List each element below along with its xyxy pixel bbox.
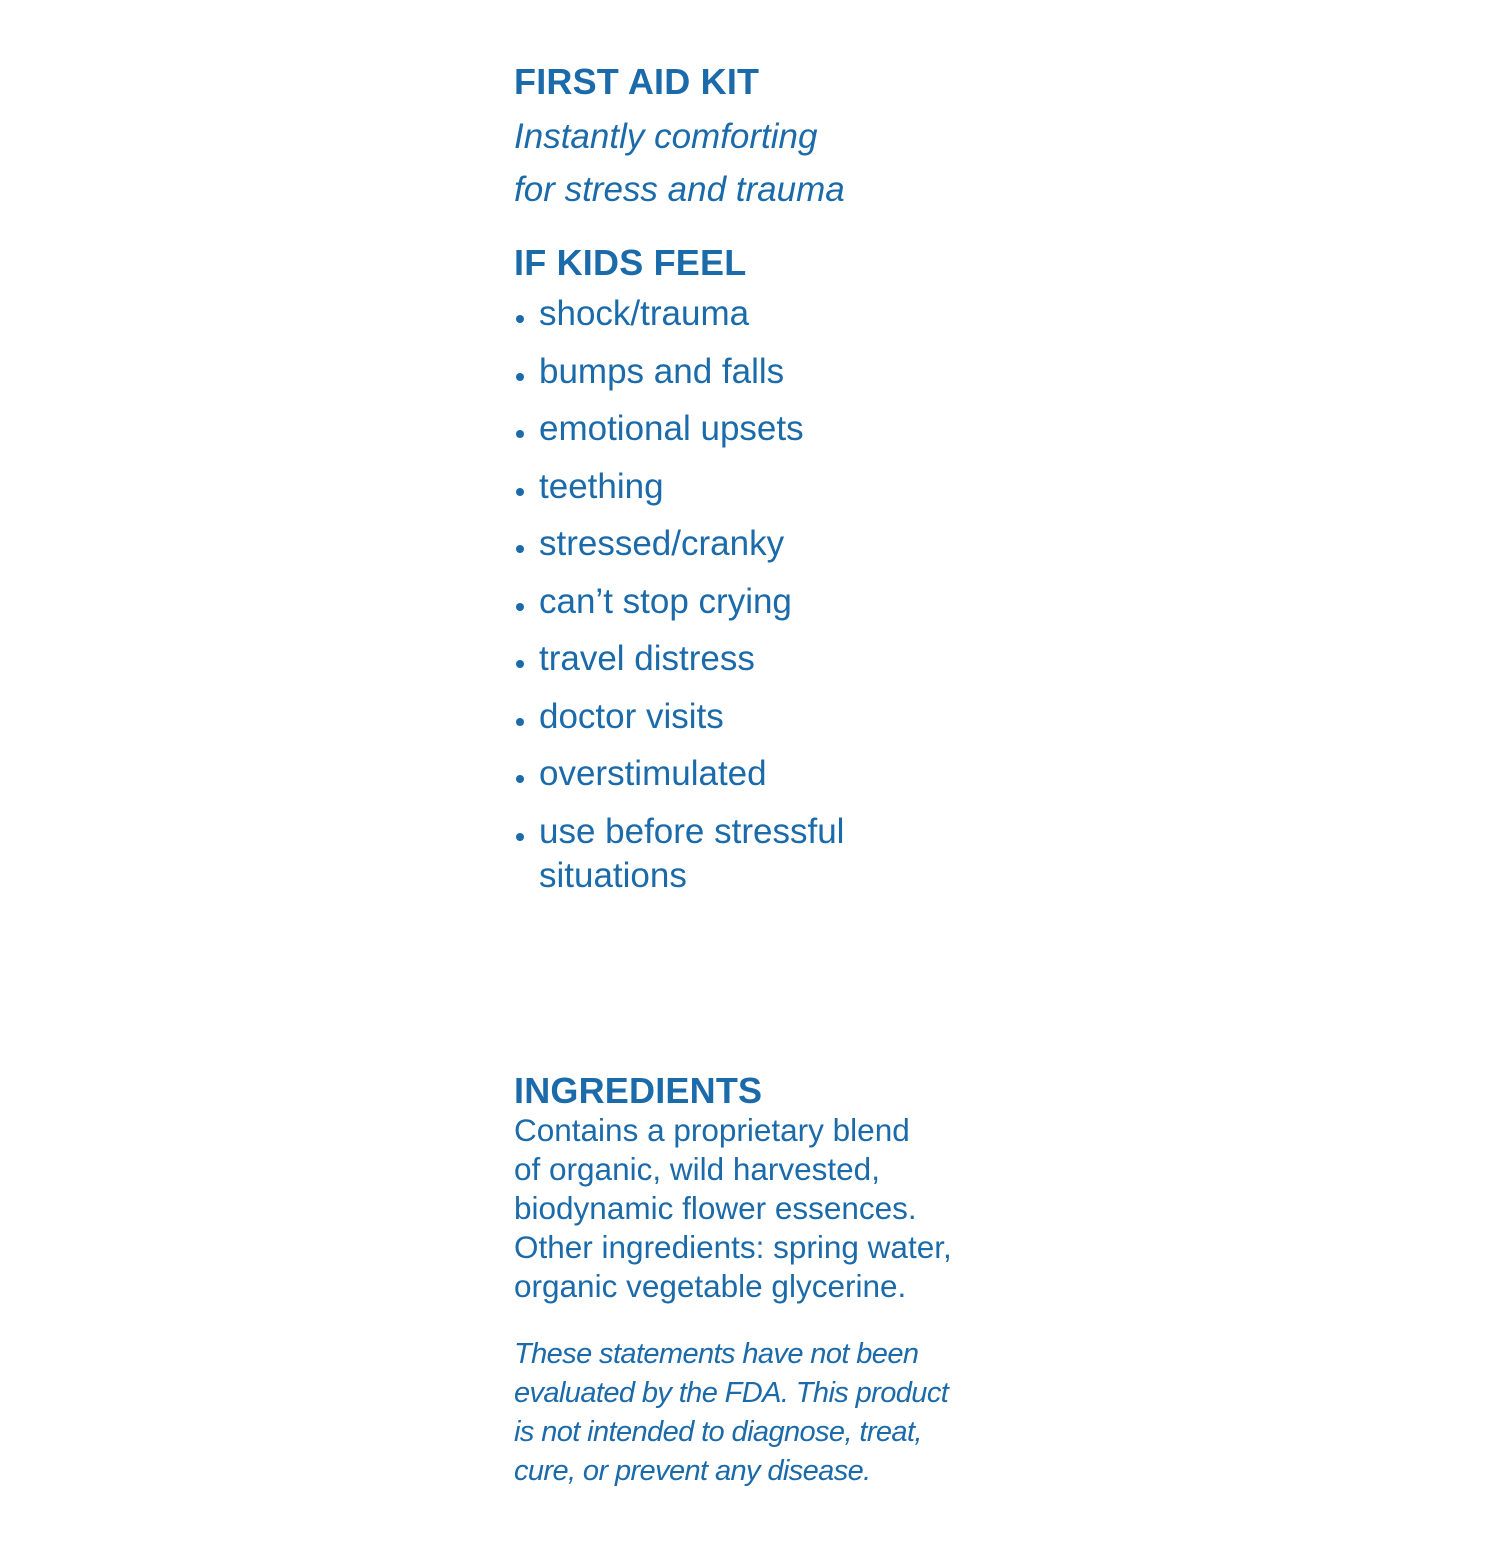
ingredients-text bbox=[514, 1111, 1074, 1306]
ingredients-line: of organic, wild harvested, bbox=[514, 1151, 880, 1187]
disclaimer-line: evaluated by the FDA. This product bbox=[514, 1377, 949, 1409]
symptom-item: teething bbox=[514, 465, 1074, 509]
symptom-item-line: use before stressful bbox=[539, 811, 845, 851]
symptom-item: bumps and falls bbox=[514, 350, 1074, 394]
product-tagline bbox=[514, 110, 1074, 216]
disclaimer-line: is not intended to diagnose, treat, bbox=[514, 1416, 922, 1448]
tagline-line: for stress and trauma bbox=[514, 170, 845, 209]
disclaimer-line: cure, or prevent any disease. bbox=[514, 1455, 871, 1487]
ingredients-line: biodynamic flower essences. bbox=[514, 1190, 917, 1226]
symptom-item: overstimulated bbox=[514, 752, 1074, 796]
symptom-item: shock/trauma bbox=[514, 292, 1074, 336]
symptom-item-line: situations bbox=[539, 855, 687, 895]
symptom-item: doctor visits bbox=[514, 695, 1074, 739]
tagline-line: Instantly comforting bbox=[514, 117, 818, 156]
ingredients-line: Other ingredients: spring water, bbox=[514, 1229, 952, 1265]
ingredients-line: organic vegetable glycerine. bbox=[514, 1268, 907, 1304]
ingredients-heading: INGREDIENTS bbox=[514, 1070, 763, 1111]
symptom-list bbox=[514, 292, 1074, 911]
symptom-item: stressed/cranky bbox=[514, 522, 1074, 566]
disclaimer-line: These statements have not been bbox=[514, 1338, 919, 1370]
symptom-item: travel distress bbox=[514, 637, 1074, 681]
symptom-item bbox=[514, 810, 1074, 898]
if-kids-feel-heading: IF KIDS FEEL bbox=[514, 242, 747, 283]
fda-disclaimer bbox=[514, 1335, 1074, 1491]
product-title: FIRST AID KIT bbox=[514, 61, 760, 102]
symptom-item: emotional upsets bbox=[514, 407, 1074, 451]
ingredients-line: Contains a proprietary blend bbox=[514, 1112, 910, 1148]
symptom-item: can’t stop crying bbox=[514, 580, 1074, 624]
